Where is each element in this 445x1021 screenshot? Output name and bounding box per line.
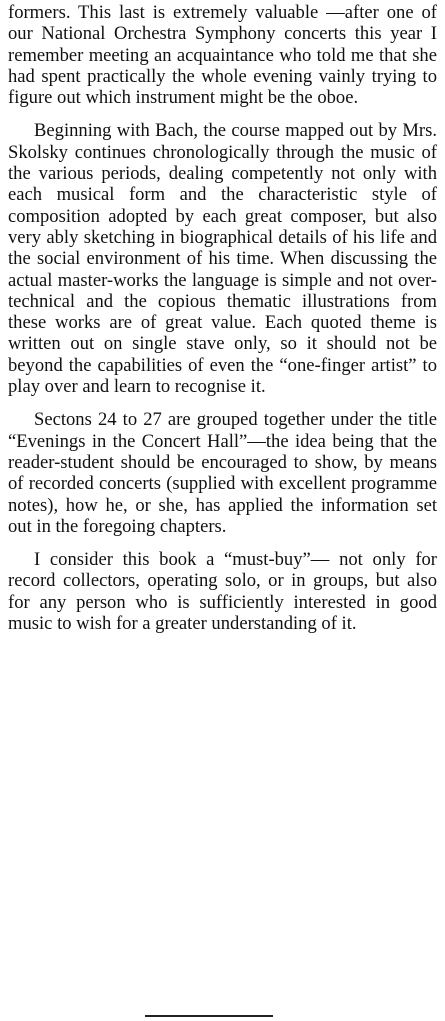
paragraph-2: Beginning with Bach, the course mapped out by Mrs. Skolsky continues chronologically through the music of the various periods, dealing competently not only with each musical form and the characteristic style of composition adopted by each great composer, but also very ably sketching in biographical details of his life and the social environment of his time. When discussing the actual master-works the language is simple and not over-technical and the copious thematic illustrations from these works are of great value. Each quoted theme is written out on single stave only, so it should not be beyond the capabilities of even the “one-finger artist” to play over and learn to recognise it. (8, 120, 437, 398)
paragraph-1: formers. This last is extremely valuable —after one of our National Orchestra Symphony concerts this year I remember meeting an acquaintance who told me that she had spent practically the whole evening vainly trying to figure out which instrument might be the oboe. (8, 2, 437, 109)
end-divider (145, 1015, 273, 1017)
paragraph-gap (8, 397, 437, 409)
paragraph-gap (8, 537, 437, 549)
article-column (8, 2, 437, 634)
paragraph-4: I consider this book a “must-buy”— not only for record collectors, operating solo, or in groups, but also for any person who is sufficiently interested in good music to wish for a greater understanding of it. (8, 549, 437, 635)
paragraph-3: Sectons 24 to 27 are grouped together under the title “Evenings in the Concert Hall”—the idea being that the reader-student should be encouraged to show, by means of recorded concerts (supplied with excellent programme notes), how he, or she, has applied the information set out in the foregoing chapters. (8, 409, 437, 537)
paragraph-gap (8, 108, 437, 120)
